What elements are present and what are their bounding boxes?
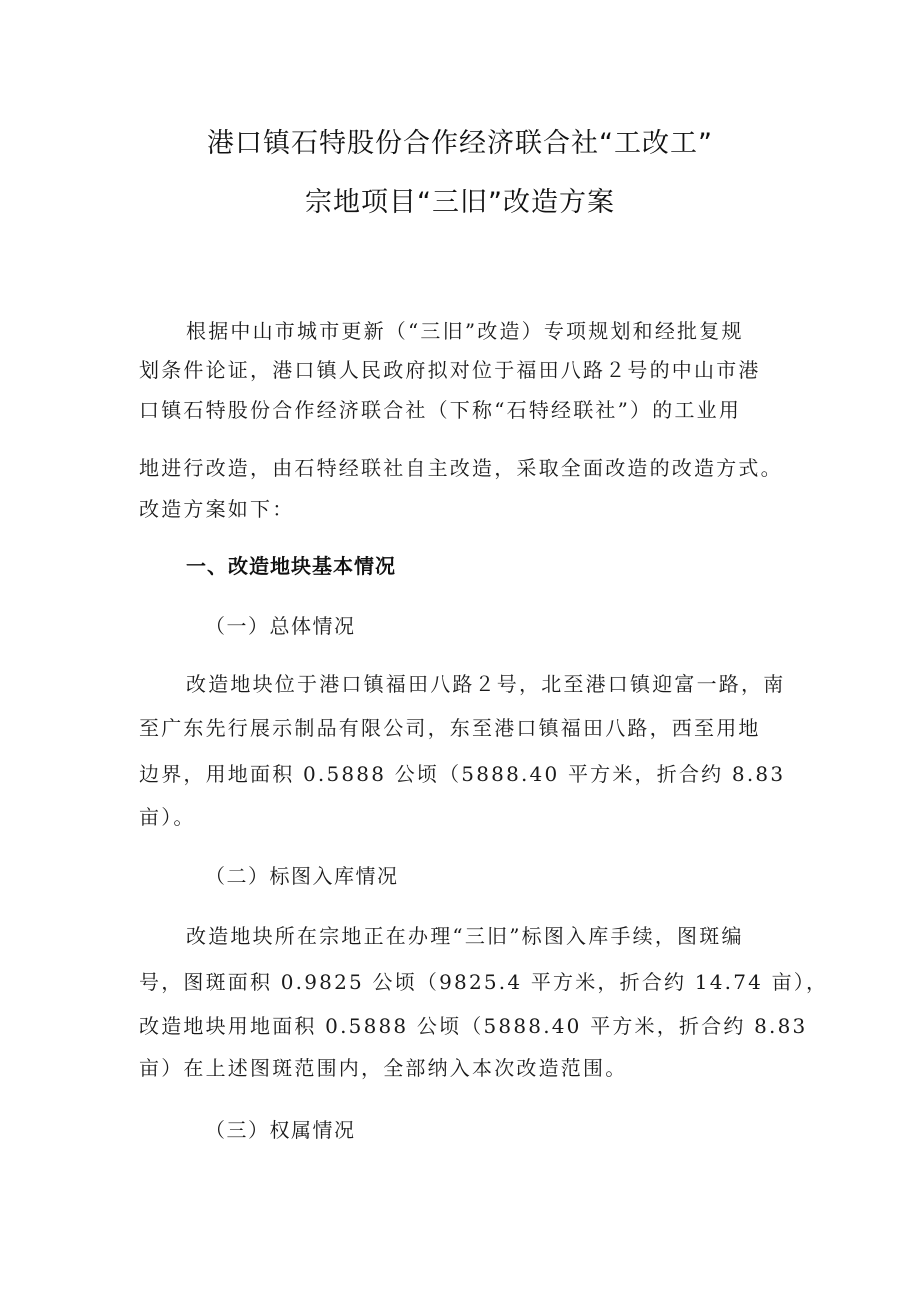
subsection-3-heading: （三）权属情况 <box>205 1118 356 1142</box>
intro-line-3: 口镇石特股份合作经济联合社（下称“石特经联社”）的工业用 <box>139 398 742 422</box>
sub1-line-2: 至广东先行展示制品有限公司，东至港口镇福田八路，西至用地 <box>139 716 761 740</box>
sub1-line-1: 改造地块位于港口镇福田八路２号，北至港口镇迎富一路，南 <box>186 672 786 696</box>
document-title-line-1: 港口镇石特股份合作经济联合社“工改工” <box>207 128 713 159</box>
intro-line-1: 根据中山市城市更新（“三旧”改造）专项规划和经批复规 <box>186 319 744 343</box>
sub2-line-3: 改造地块用地面积 0.5888 公顷（5888.40 平方米，折合约 8.83 <box>139 1014 808 1038</box>
section-1-heading: 一、改造地块基本情况 <box>186 554 396 578</box>
sub2-line-1: 改造地块所在宗地正在办理“三旧”标图入库手续，图斑编 <box>186 924 744 948</box>
sub1-line-3: 边界，用地面积 0.5888 公顷（5888.40 平方米，折合约 8.83 <box>139 762 786 786</box>
subsection-2-heading: （二）标图入库情况 <box>205 864 399 888</box>
sub1-line-4: 亩）。 <box>139 805 196 829</box>
sub2-line-4: 亩）在上述图斑范围内，全部纳入本次改造范围。 <box>139 1056 628 1080</box>
document-title-line-2: 宗地项目“三旧”改造方案 <box>305 187 615 218</box>
intro-line-2: 划条件论证，港口镇人民政府拟对位于福田八路２号的中山市港 <box>139 358 761 382</box>
intro-line-4: 地进行改造，由石特经联社自主改造，采取全面改造的改造方式。 <box>139 456 783 480</box>
subsection-1-heading: （一）总体情况 <box>205 614 356 638</box>
sub2-line-2: 号，图斑面积 0.9825 公顷（9825.4 平方米，折合约 14.74 亩）， <box>139 970 829 994</box>
intro-line-5: 改造方案如下： <box>139 497 295 521</box>
